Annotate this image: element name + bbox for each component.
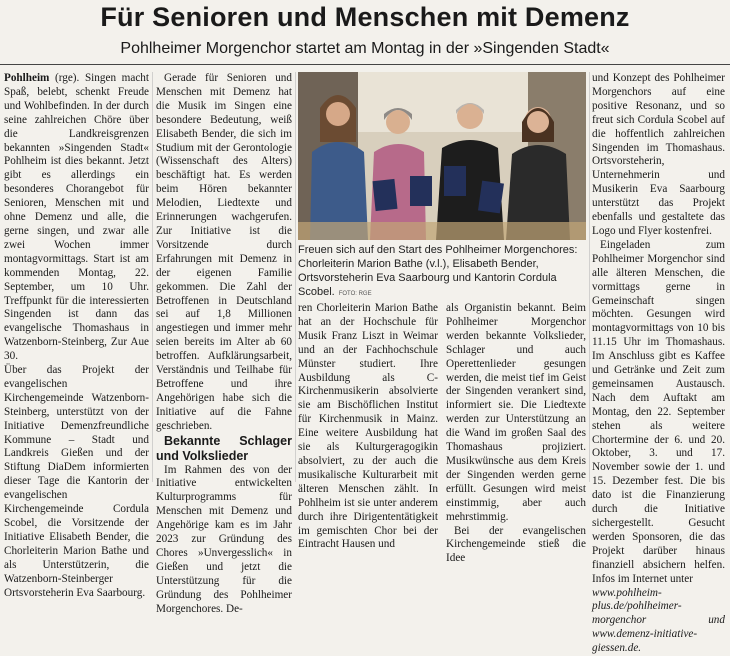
- column-separator: [295, 72, 296, 482]
- header-rule: [0, 64, 730, 65]
- paragraph: Pohlheim (rge). Singen macht Spaß, belebt, schenkt Freude und Wohlbefinden. In der durch seine zahlreichen Chöre über die Landkreisgrenzen bekannten »Singenden Stadt« Pohlheim ist dies bekannt. Jetzt gibt es allerdings ein besonderes Chorangebot für Senioren, Menschen mit und ohne Demenz und alle, die gerne singen, und zwar alle zwei Wochen immer montagvormittags. Start ist am kommenden Montag, 22. September, um 10 Uhr. Treffpunkt für die interessierten Singenden ist dann das evangelische Thomashaus in Watzenborn-Steinberg, Zur Aue 30.: [4, 72, 149, 363]
- paragraph: Bei der evangelischen Kirchengemeinde stieß die Idee: [446, 524, 586, 565]
- paragraph: Gerade für Senioren und Menschen mit Demenz hat die Musik im Singen eine besondere Bedeutung, weiß Elisabeth Bender, die sich im Studium mit der Gerontologie (Wissenschaft des Alters) beschäftigt hat. Es werden beim Hören bekannter Melodien, Liedtexte und Erinnerungen wachgerufen. Zur Initiative ist die Vorsitzende durch Erfahrungen mit Demenz in der eigenen Familie gekommen. Die Zahl der Betroffenen in Deutschland sei auf 1,8 Millionen angestiegen und immer mehr seien bereits im Alter ab 60 betroffen. Aufklärungsarbeit, Verständnis und Teilhabe für Betroffene und ihre Angehörigen habe sich die Initiative auf die Fahne geschrieben.: [156, 72, 292, 432]
- photo-caption: Freuen sich auf den Start des Pohlheimer Morgenchores: Chorleiterin Marion Bathe (v.l.), Elisabeth Bender, Ortsvorsteherin Eva Saarbourg und Kantorin Cordula Scobel. FOTO: RGE: [298, 244, 578, 298]
- column-separator: [589, 72, 590, 482]
- paragraph: als Organistin bekannt. Beim Pohlheimer Morgenchor werden bekannte Volkslieder, Schlager und auch Operettenlieder gesungen werden, die meist tief im Geist der Singenden verankert sind, informiert sie. Die Liedtexte werden zur Unterstützung an die Wand im großen Saal des Thomashaus projiziert. Musikwünsche aus dem Kreis der Singenden werden gerne erfüllt. Gesungen wird meist einstimmig, aber auch mehrstimmig.: [446, 302, 586, 523]
- paragraph: und Konzept des Pohlheimer Morgenchors auf eine positive Resonanz, und so freut sich Cordula Scobel auf die hoffentlich zahlreichen Singenden im Thomashaus. Ortsvorsteherin, Unternehmerin und Musikerin Eva Saarbourg unterstützt das Projekt ebenfalls und gestaltete das Logo und Flyer kostenfrei.: [592, 72, 725, 237]
- subheading: Bekannte Schlager und Volkslieder: [156, 433, 292, 463]
- article-column-2: [156, 72, 292, 617]
- column-separator: [152, 72, 153, 482]
- paragraph: Über das Projekt der evangelischen Kirchengemeinde Watzenborn-Steinberg, unterstützt von der Initiative Demenzfreundliche Kommune – Stadt und Landkreis Gießen und der Stiftung DiaDem informierten dieser Tage die Kantorin der evangelischen Kirchengemeinde Cordula Scobel, die Vorsitzende der Initiative Elisabeth Bender, die Chorleiterin Marion Bathe und als Unterstützerin, die Watzenborn-Steinberger Ortsvorsteherin Eva Saarbourg.: [4, 364, 149, 599]
- article-photo: [298, 72, 586, 240]
- article-column-5: [592, 72, 725, 656]
- info-links: www.pohlheim-plus.de/pohlheimer-morgenchor und www.demenz-initiative-giessen.de.: [592, 586, 725, 655]
- article-column-1: [4, 72, 149, 600]
- paragraph: Eingeladen zum Pohlheimer Morgenchor sind alle älteren Menschen, die vormittags gerne in Gemeinschaft singen möchten. Gesungen wird montagvormittags von 10 bis 11.15 Uhr im Thomashaus. Im Anschluss gibt es Kaffee und Getränke und Zeit zum gemeinsamen Austausch. Nach dem Auftakt am Montag, den 22. September stehen als weitere Chortermine der 6. und 20. Oktober, 3. und 17. November sowie der 1. und 15. Dezember fest. Die bis dato ist die Finanzierung durch die Initiative sichergestellt. Gesucht werden Sponsoren, die das Projekt darüber hinaus finanziell absichern helfen. Infos im Internet unter: [592, 238, 725, 585]
- subheadline: Pohlheimer Morgenchor startet am Montag in der »Singenden Stadt«: [120, 40, 610, 57]
- headline: Für Senioren und Menschen mit Demenz: [100, 2, 630, 32]
- article-column-3: [298, 302, 438, 552]
- paragraph: Im Rahmen des von der Initiative entwickelten Kulturprogramms für Menschen mit Demenz und Angehörige kam es im Jahr 2023 zur Gründung des Chores »Unvergesslich« in Gießen und jetzt die Unterstützung für die Gründung des Pohlheimer Morgenchores. De-: [156, 463, 292, 615]
- photo-illustration: [298, 72, 586, 240]
- photo-credit: FOTO: RGE: [338, 291, 372, 297]
- dateline: Pohlheim: [4, 72, 50, 84]
- paragraph: ren Chorleiterin Marion Bathe hat an der Hochschule für Musik Franz Liszt in Weimar und an der Fachhochschule Münster studiert. Ihre Ausbildung als C-Kirchenmusikerin absolvierte sie am Bischöflichen Institut für Kirchenmusik in Mainz. Eine weitere Ausbildung hat sie als Kulturgeragogikin absolviert, zu der auch die musikalische Kulturarbeit mit älteren Menschen zählt. In Pohlheim ist sie unter anderem durch ihre Dirigententätigkeit im gemischten Chor bei der Eintracht Hausen und: [298, 302, 438, 551]
- article-column-4: [446, 302, 586, 566]
